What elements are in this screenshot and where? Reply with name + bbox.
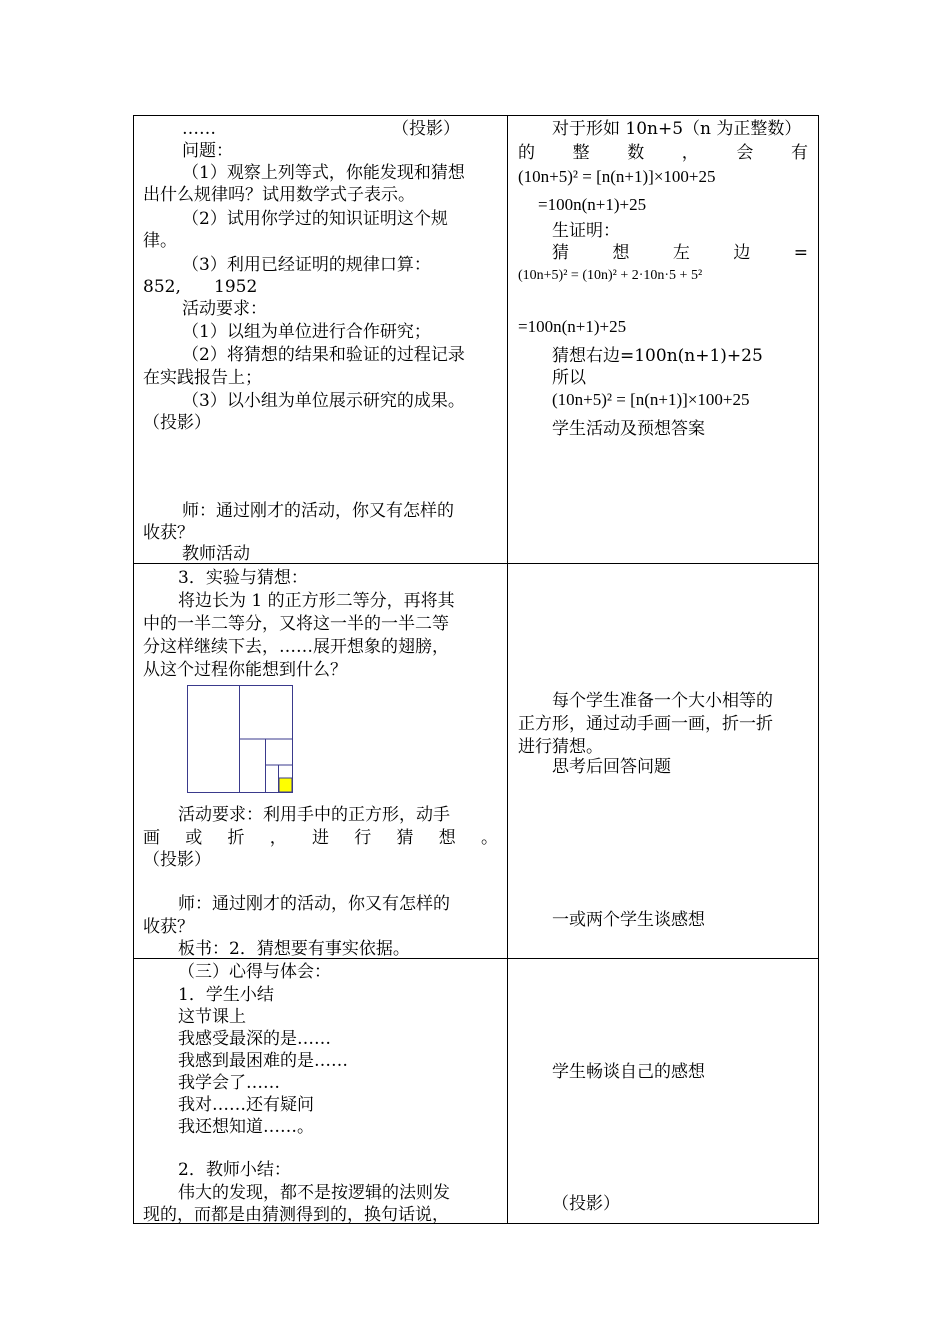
student-prep-line-3: 进行猜想。 (518, 737, 603, 757)
char: 左 (672, 243, 690, 263)
expansion-formula: (10n+5)² = (10n)² + 2·10n·5 + 5² (518, 268, 703, 283)
expansion-result: =100n(n+1)+25 (518, 317, 627, 336)
char: 猜 (396, 828, 414, 848)
char: 或 (185, 828, 203, 848)
proof-label: 生证明： (552, 221, 620, 241)
char: 整 (572, 143, 590, 163)
projection-note: （投影） (392, 119, 460, 139)
teacher-activity-cell (134, 116, 508, 564)
char: 进 (312, 828, 329, 848)
requirement-2-line-b: 在实践报告上； (143, 368, 262, 388)
summary-line: 我感受最深的是…… (178, 1029, 331, 1049)
requirement-2-line-a: （2）将猜想的结果和验证的过程记录 (182, 345, 465, 365)
requirement-1: （1）以组为单位进行合作研究； (182, 322, 431, 342)
formula-2: =100n(n+1)+25 (538, 195, 647, 214)
experiment-line-2: 中的一半二等分，又将这一半的一半二等 (143, 614, 449, 634)
char: ， (269, 828, 287, 848)
student-prep-line-2: 正方形，通过动手画一画，折一折 (518, 714, 773, 734)
formula-3: (10n+5)² = [n(n+1)]×100+25 (552, 390, 750, 409)
section-title: 3．实验与猜想： (178, 568, 308, 588)
student-summary-title: 1．学生小结 (178, 985, 274, 1005)
requirements-title: 活动要求： (182, 299, 267, 319)
student-reflection: 一或两个学生谈感想 (552, 910, 705, 930)
char: 的 (518, 143, 535, 163)
intro-line-2 (518, 142, 808, 164)
char: 想 (438, 828, 456, 848)
student-activity-label: 学生活动及预想答案 (552, 419, 705, 439)
teacher-summary-line-1: 伟大的发现，都不是按逻辑的法则发 (178, 1183, 450, 1203)
table-row (134, 564, 819, 959)
activity-requirement-line-b (143, 827, 498, 849)
char: = (793, 243, 808, 263)
char: 数 (627, 143, 645, 163)
summary-line: 我还想知道……。 (178, 1117, 314, 1137)
char: 边 (733, 243, 751, 263)
teacher-question-line-b: 收获？ (143, 917, 194, 937)
char: 行 (354, 828, 372, 848)
teacher-question-line-a: 师：通过刚才的活动，你又有怎样的 (182, 501, 454, 521)
projection-note-2: （投影） (143, 413, 211, 433)
formula-1: (10n+5)² = [n(n+1)]×100+25 (518, 167, 716, 186)
teacher-summary-title: 2．教师小结： (178, 1160, 291, 1180)
table-row (134, 959, 819, 1224)
char: 画 (143, 828, 160, 848)
char: 有 (790, 143, 808, 163)
char: 想 (612, 243, 630, 263)
summary-line: 这节课上 (178, 1007, 246, 1027)
question-title: 问题： (182, 141, 233, 161)
think-answer: 思考后回答问题 (552, 757, 671, 777)
right-side-formula: 猜想右边=100n(n+1)+25 (552, 346, 763, 366)
student-response-cell (508, 564, 819, 959)
so-label: 所以 (552, 368, 586, 388)
summary-cell (134, 959, 508, 1224)
teacher-question-line-b: 收获？ (143, 523, 194, 543)
char: ， (681, 143, 699, 163)
section-title: （三）心得与体会： (178, 962, 331, 982)
experiment-line-3: 分这样继续下去，……展开想象的翅膀， (143, 637, 449, 657)
experiment-line-4: 从这个过程你能想到什么？ (143, 660, 347, 680)
char: 折 (227, 828, 245, 848)
question-1-line-a: （1）观察上列等式，你能发现和猜想 (182, 163, 465, 183)
summary-line: 我感到最困难的是…… (178, 1051, 348, 1071)
student-feedback-cell (508, 959, 819, 1224)
question-3-value-1: 852, (143, 277, 181, 297)
summary-line: 我对……还有疑问 (178, 1095, 314, 1115)
student-feedback: 学生畅谈自己的感想 (552, 1062, 705, 1082)
question-2-line-b: 律。 (143, 231, 177, 251)
projection-note-3: （投影） (143, 850, 211, 870)
student-activity-cell (508, 116, 819, 564)
experiment-line-1: 将边长为 1 的正方形二等分，再将其 (178, 591, 455, 611)
teacher-activity-label: 教师活动 (182, 544, 250, 564)
teacher-question-line-a: 师：通过刚才的活动，你又有怎样的 (178, 894, 450, 914)
left-side-label (552, 242, 808, 264)
board-note: 板书：2．猜想要有事实依据。 (178, 939, 410, 959)
question-3-line-a: （3）利用已经证明的规律口算： (182, 255, 431, 275)
student-prep-line-1: 每个学生准备一个大小相等的 (552, 691, 773, 711)
question-2-line-a: （2）试用你学过的知识证明这个规 (182, 209, 448, 229)
square-division-figure (187, 685, 295, 795)
char: 会 (736, 143, 754, 163)
experiment-cell (134, 564, 508, 959)
char: 。 (481, 828, 498, 848)
activity-requirement-line-a: 活动要求：利用手中的正方形，动手 (178, 805, 450, 825)
projection-note-4: （投影） (552, 1194, 620, 1214)
teacher-summary-line-2: 现的，而都是由猜测得到的，换句话说， (143, 1205, 449, 1225)
char: 猜 (552, 243, 569, 263)
requirement-3: （3）以小组为单位展示研究的成果。 (182, 391, 465, 411)
summary-line: 我学会了…… (178, 1073, 280, 1093)
question-3-value-2: 1952 (214, 277, 258, 297)
table-row (134, 116, 819, 564)
lesson-table (133, 115, 819, 1224)
intro-line: 对于形如 10n+5（n 为正整数） (552, 119, 802, 139)
question-1-line-b: 出什么规律吗？试用数学式子表示。 (143, 185, 415, 205)
figure-filled-square (279, 778, 292, 792)
ellipsis-line: …… (182, 119, 216, 139)
